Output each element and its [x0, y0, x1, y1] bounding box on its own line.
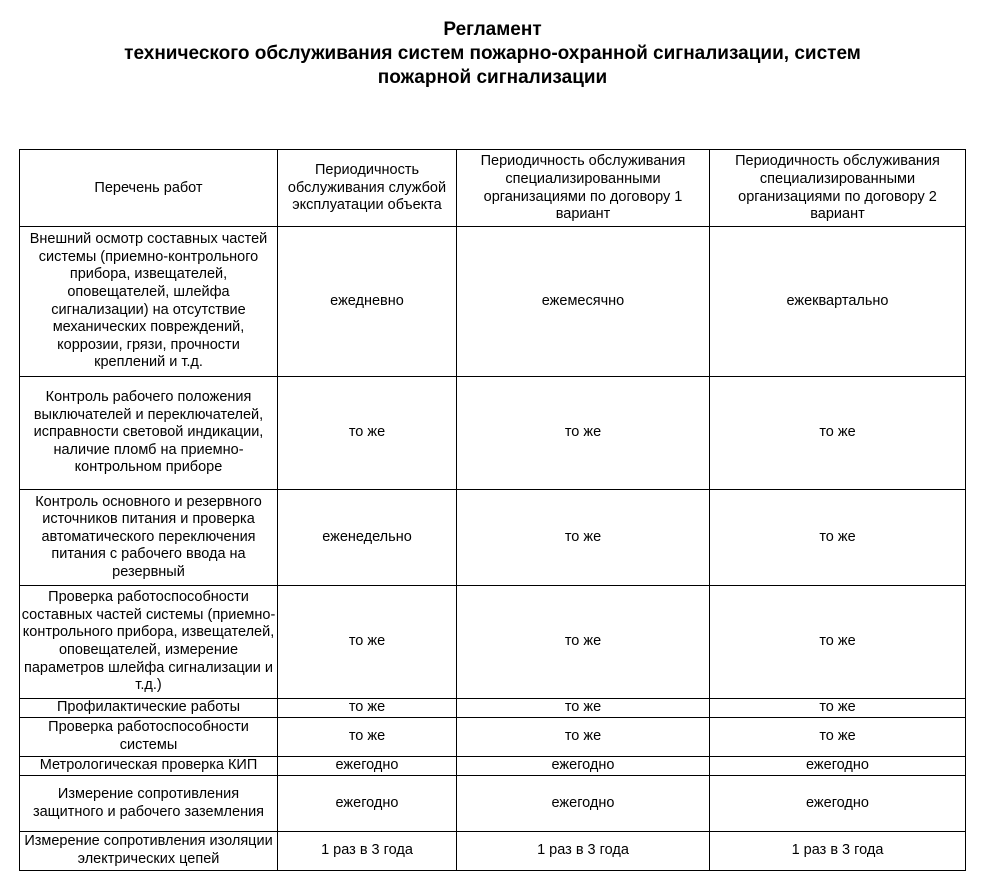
- service-periodicity-cell: то же: [278, 377, 457, 490]
- service-periodicity-cell: ежегодно: [278, 757, 457, 776]
- variant-1-periodicity-cell: то же: [457, 699, 710, 718]
- title-line-3: пожарной сигнализации: [377, 67, 608, 88]
- variant-2-periodicity-cell: 1 раз в 3 года: [710, 832, 966, 871]
- service-periodicity-cell: то же: [278, 699, 457, 718]
- table-row: [20, 718, 966, 757]
- service-periodicity-cell: ежедневно: [278, 227, 457, 377]
- header-contract-variant-1: Периодичность обслуживания специализированными организациями по договору 1 вариант: [457, 150, 710, 227]
- variant-2-periodicity-cell: то же: [710, 586, 966, 699]
- work-name-cell: Проверка работоспособности составных частей системы (приемно-контрольного прибора, извещателей, оповещателей, измерение параметров шлейфа сигнализации и т.д.): [20, 586, 278, 699]
- title-line-2: технического обслуживания систем пожарно-охранной сигнализации, систем: [124, 43, 861, 64]
- table-row: [20, 699, 966, 718]
- work-name-cell: Измерение сопротивления изоляции электрических цепей: [20, 832, 278, 871]
- variant-1-periodicity-cell: то же: [457, 490, 710, 586]
- service-periodicity-cell: то же: [278, 586, 457, 699]
- table-header-row: [20, 150, 966, 227]
- work-name-cell: Проверка работоспособности системы: [20, 718, 278, 757]
- table-row: [20, 377, 966, 490]
- maintenance-schedule-table: [19, 149, 966, 871]
- variant-1-periodicity-cell: то же: [457, 718, 710, 757]
- variant-1-periodicity-cell: 1 раз в 3 года: [457, 832, 710, 871]
- header-contract-variant-2: Периодичность обслуживания специализированными организациями по договору 2 вариант: [710, 150, 966, 227]
- variant-1-periodicity-cell: ежегодно: [457, 757, 710, 776]
- variant-2-periodicity-cell: то же: [710, 377, 966, 490]
- title-line-1: Регламент: [443, 19, 542, 40]
- variant-1-periodicity-cell: то же: [457, 586, 710, 699]
- table-row: [20, 490, 966, 586]
- variant-1-periodicity-cell: ежегодно: [457, 776, 710, 832]
- work-name-cell: Контроль основного и резервного источников питания и проверка автоматического переключения питания с рабочего ввода на резервный: [20, 490, 278, 586]
- table-row: [20, 757, 966, 776]
- variant-2-periodicity-cell: то же: [710, 699, 966, 718]
- work-name-cell: Измерение сопротивления защитного и рабочего заземления: [20, 776, 278, 832]
- variant-2-periodicity-cell: то же: [710, 490, 966, 586]
- work-name-cell: Профилактические работы: [20, 699, 278, 718]
- service-periodicity-cell: 1 раз в 3 года: [278, 832, 457, 871]
- table-row: [20, 832, 966, 871]
- variant-2-periodicity-cell: ежеквартально: [710, 227, 966, 377]
- table-row: [20, 227, 966, 377]
- variant-2-periodicity-cell: ежегодно: [710, 757, 966, 776]
- table-row: [20, 776, 966, 832]
- header-work-list: Перечень работ: [20, 150, 278, 227]
- document-title: [0, 18, 985, 90]
- service-periodicity-cell: ежегодно: [278, 776, 457, 832]
- work-name-cell: Контроль рабочего положения выключателей и переключателей, исправности световой индикации, наличие пломб на приемно-контрольном приборе: [20, 377, 278, 490]
- variant-1-periodicity-cell: ежемесячно: [457, 227, 710, 377]
- work-name-cell: Метрологическая проверка КИП: [20, 757, 278, 776]
- service-periodicity-cell: еженедельно: [278, 490, 457, 586]
- work-name-cell: Внешний осмотр составных частей системы (приемно-контрольного прибора, извещателей, оповещателей, шлейфа сигнализации) на отсутствие механических повреждений, коррозии, грязи, прочности креплений и т.д.: [20, 227, 278, 377]
- variant-2-periodicity-cell: то же: [710, 718, 966, 757]
- variant-1-periodicity-cell: то же: [457, 377, 710, 490]
- header-service-periodicity: Периодичность обслуживания службой эксплуатации объекта: [278, 150, 457, 227]
- variant-2-periodicity-cell: ежегодно: [710, 776, 966, 832]
- service-periodicity-cell: то же: [278, 718, 457, 757]
- table-row: [20, 586, 966, 699]
